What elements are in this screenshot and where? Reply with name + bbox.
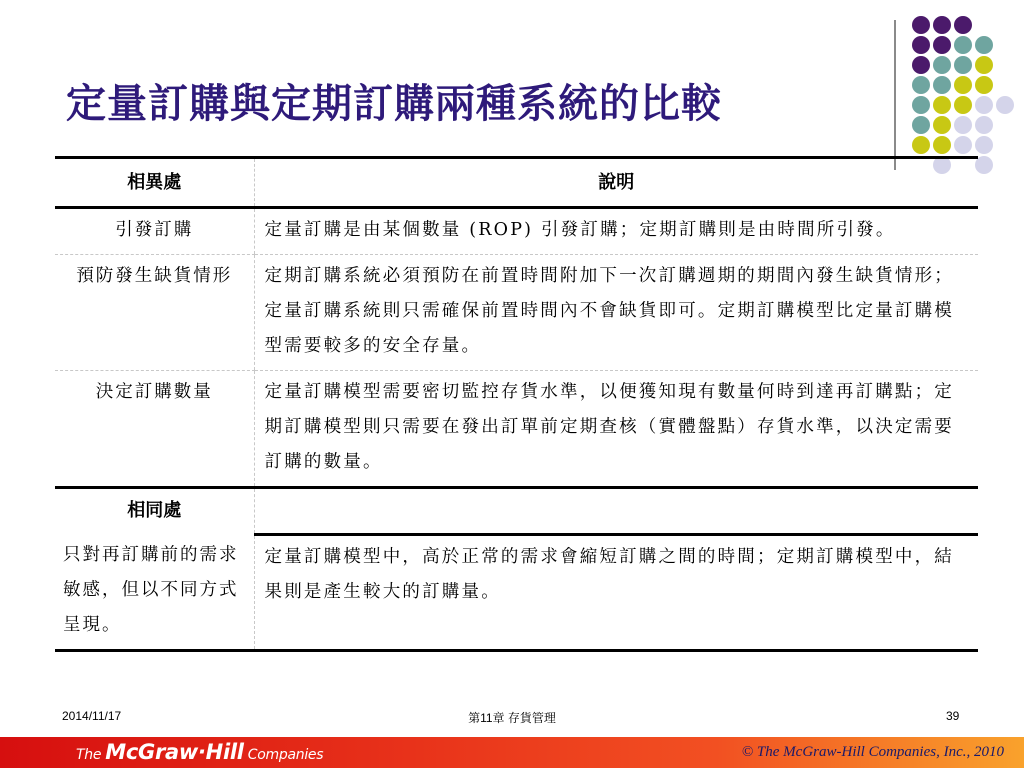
decor-dot (933, 116, 951, 134)
row-description: 定量訂購是由某個數量 (ROP) 引發訂購；定期訂購則是由時間所引發。 (254, 208, 978, 255)
decor-dot (933, 36, 951, 54)
copyright-notice: © The McGraw-Hill Companies, Inc., 2010 (741, 744, 1004, 760)
decor-dot (933, 96, 951, 114)
decor-dot (975, 76, 993, 94)
table-row (55, 208, 978, 255)
row-item: 只對再訂購前的需求敏感，但以不同方式呈現。 (55, 534, 254, 651)
decor-dot (912, 36, 930, 54)
decor-dot (975, 36, 993, 54)
decor-dot (954, 76, 972, 94)
decor-dot (954, 56, 972, 74)
logo-suffix: Companies (243, 747, 324, 763)
footer-chapter: 第11章 存貨管理 (468, 711, 556, 725)
table-row (55, 534, 978, 651)
row-item: 決定訂購數量 (55, 371, 254, 488)
decor-dot (975, 56, 993, 74)
table-section-header-row (55, 488, 978, 535)
header-similarities-desc (254, 488, 978, 535)
decor-dot (975, 116, 993, 134)
table-row (55, 255, 978, 371)
decorative-divider (894, 20, 896, 170)
decor-dot (975, 96, 993, 114)
logo-name: McGraw·Hill (105, 740, 244, 764)
decor-dot (975, 136, 993, 154)
decor-dot (933, 16, 951, 34)
decor-dot (912, 16, 930, 34)
decor-dot (954, 36, 972, 54)
row-item: 引發訂購 (55, 208, 254, 255)
header-similarities: 相同處 (127, 500, 182, 521)
footer-page-number: 39 (946, 709, 960, 723)
decor-dot (912, 116, 930, 134)
table-header-row (55, 158, 978, 208)
row-description: 定量訂購模型中，高於正常的需求會縮短訂購之間的時間；定期訂購模型中，結果則是產生較大的訂購量。 (254, 534, 978, 651)
row-description: 定期訂購系統必須預防在前置時間附加下一次訂購週期的期間內發生缺貨情形；定量訂購系統則只需確保前置時間內不會缺貨即可。定期訂購模型比定量訂購模型需要較多的安全存量。 (254, 255, 978, 371)
logo-prefix: The (76, 747, 106, 763)
decor-dot (912, 56, 930, 74)
decor-dot (933, 56, 951, 74)
decor-dot (912, 96, 930, 114)
decor-dot (954, 116, 972, 134)
decor-dot (933, 136, 951, 154)
decor-dot (954, 136, 972, 154)
decor-dot (954, 16, 972, 34)
row-item: 預防發生缺貨情形 (55, 255, 254, 371)
slide-title: 定量訂購與定期訂購兩種系統的比較 (66, 80, 722, 127)
footer-date: 2014/11/17 (62, 709, 122, 723)
decor-dot (996, 96, 1014, 114)
publisher-logo (76, 740, 323, 764)
table-row (55, 371, 978, 488)
header-differences: 相異處 (55, 158, 254, 208)
decor-dot (954, 96, 972, 114)
decor-dot (912, 76, 930, 94)
decor-dot (912, 136, 930, 154)
row-description: 定量訂購模型需要密切監控存貨水準，以便獲知現有數量何時到達再訂購點；定期訂購模型則只需要在發出訂單前定期查核（實體盤點）存貨水準，以決定需要訂購的數量。 (254, 371, 978, 488)
comparison-table (55, 156, 978, 652)
header-explanation: 說明 (254, 158, 978, 208)
decor-dot (933, 76, 951, 94)
